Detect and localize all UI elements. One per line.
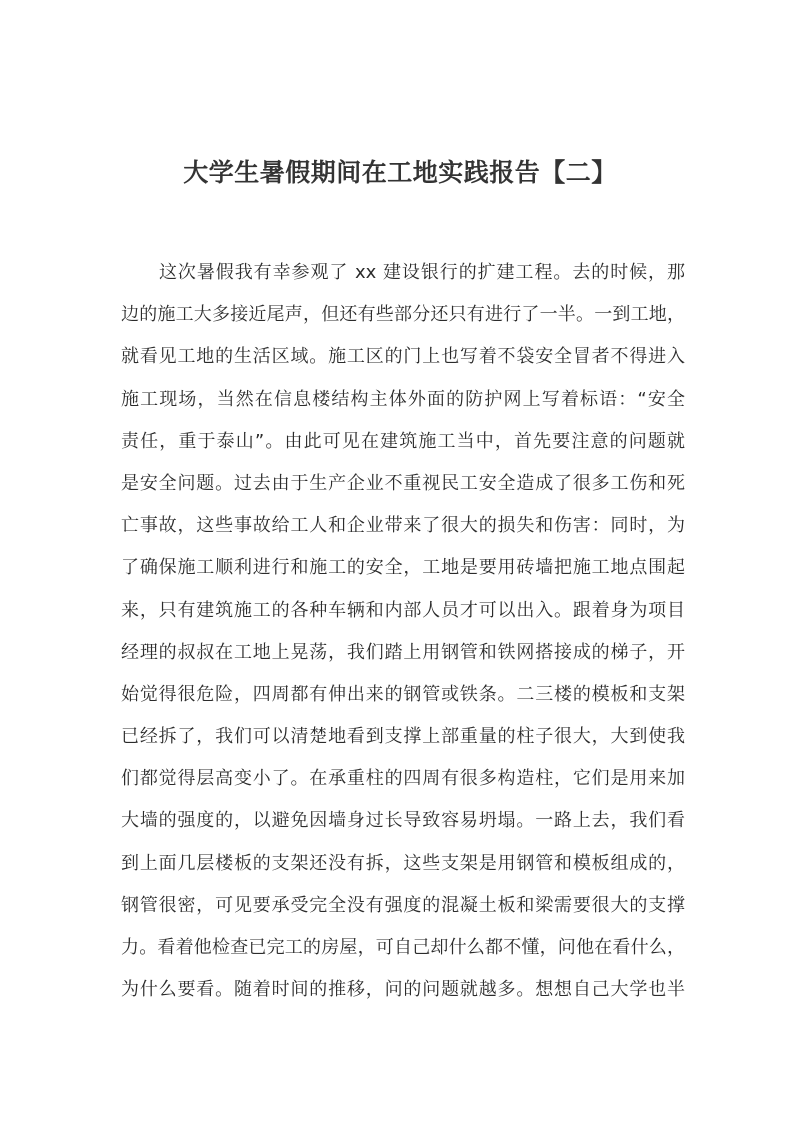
text-line: 经理的叔叔在工地上晃荡，我们踏上用钢管和铁网搭接成的梯子，开 (121, 641, 685, 663)
body-paragraph (121, 252, 685, 1011)
text-line: 施工现场，当然在信息楼结构主体外面的防护网上写着标语：“安全 (121, 388, 685, 410)
document-title: 大学生暑假期间在工地实践报告【二】 (183, 158, 617, 187)
text-line: 亡事故，这些事故给工人和企业带来了很大的损失和伤害：同时，为 (121, 515, 685, 537)
text-line: 来，只有建筑施工的各种车辆和内部人员才可以出入。跟着身为项目 (121, 599, 685, 621)
text-line: 大墙的强度的，以避免因墙身过长导致容易坍塌。一路上去，我们看 (121, 810, 685, 832)
text-line: 责任，重于泰山”。由此可见在建筑施工当中，首先要注意的问题就 (121, 430, 685, 452)
text-line: 已经拆了，我们可以清楚地看到支撑上部重量的柱子很大，大到使我 (121, 726, 685, 748)
text-line: 始觉得很危险，四周都有伸出来的钢管或铁条。二三楼的模板和支架 (121, 683, 685, 705)
text-line: 们都觉得层高变小了。在承重柱的四周有很多构造柱，它们是用来加 (121, 768, 685, 790)
text-line: 力。看着他检查已完工的房屋，可自己却什么都不懂，问他在看什么， (121, 937, 685, 958)
text-line: 边的施工大多接近尾声，但还有些部分还只有进行了一半。一到工地， (121, 304, 685, 326)
text-line: 到上面几层楼板的支架还没有拆，这些支架是用钢管和模板组成的， (121, 852, 685, 874)
text-line: 了确保施工顺利进行和施工的安全，工地是要用砖墙把施工地点围起 (121, 557, 685, 579)
text-line: 钢管很密，可见要承受完全没有强度的混凝土板和梁需要很大的支撑 (121, 894, 685, 916)
text-line: 就看见工地的生活区域。施工区的门上也写着不袋安全冒者不得进入 (121, 346, 685, 368)
text-line: 这次暑假我有幸参观了 xx 建设银行的扩建工程。去的时候，那 (159, 262, 685, 283)
text-line: 为什么要看。随着时间的推移，问的问题就越多。想想自己大学也半 (121, 979, 685, 1001)
text-line: 是安全问题。过去由于生产企业不重视民工安全造成了很多工伤和死 (121, 472, 685, 494)
